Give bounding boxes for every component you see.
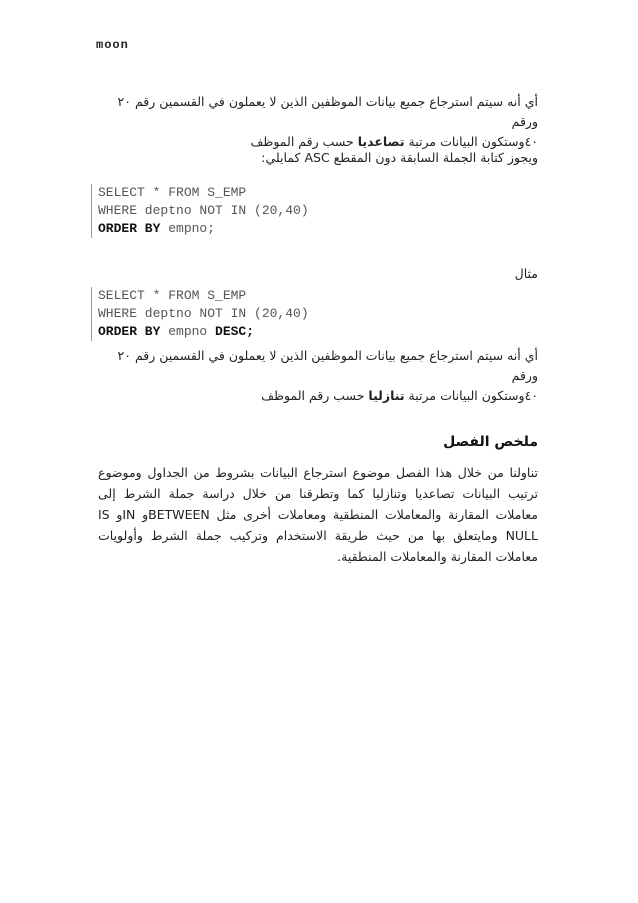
- code-line: [98, 220, 558, 238]
- code-block-desc: [91, 287, 558, 341]
- note-asc-optional: ويجوز كتابة الجملة السابقة دون المقطع ASC كمايلي:: [261, 150, 538, 165]
- code-fragment: empno;: [160, 221, 216, 236]
- paragraph-line: أي أنه سيتم استرجاع جميع بيانات الموظفين الذين لا يعملون في القسمين رقم ٢٠ ورقم: [117, 348, 538, 383]
- sql-keyword: ORDER BY: [98, 324, 161, 339]
- logo: moon: [96, 38, 129, 52]
- paragraph-asc-explanation: [100, 92, 538, 152]
- code-line: SELECT * FROM S_EMP: [98, 185, 247, 200]
- paragraph-line: أي أنه سيتم استرجاع جميع بيانات الموظفين الذين لا يعملون في القسمين رقم ٢٠ ورقم: [117, 94, 538, 129]
- example-label: مثال: [514, 266, 538, 281]
- code-line: SELECT * FROM S_EMP: [98, 288, 247, 303]
- code-line: WHERE deptno NOT IN (20,40): [98, 203, 309, 218]
- code-fragment: empno: [160, 324, 216, 339]
- section-heading: ملخص الفصل: [443, 434, 538, 450]
- emphasis-descending: تنازليا: [368, 388, 405, 403]
- sql-keyword: ORDER BY: [98, 221, 161, 236]
- text-fragment: ٤٠وستكون البيانات مرتبة: [404, 134, 538, 149]
- text-fragment: حسب رقم الموظف: [261, 388, 369, 403]
- code-block-asc: [91, 184, 558, 238]
- emphasis-ascending: تصاعديا: [357, 134, 405, 149]
- text-fragment: ٤٠وستكون البيانات مرتبة: [404, 388, 538, 403]
- paragraph-desc-explanation: [100, 346, 538, 406]
- text-fragment: حسب رقم الموظف: [250, 134, 358, 149]
- paragraph-line: [100, 386, 538, 406]
- chapter-summary: تناولنا من خلال هذا الفصل موضوع استرجاع البيانات بشروط من الجداول وموضوع ترتيب البيانات تصاعديا وتنازليا كما وتطرقنا من خلال دراسة جملة الشرط إلى معاملات المقارنة والمعاملات المنطقية ومعاملات أخرى مثل BETWEENو INو IS NULL ومايتعلق بها من حيث طريقة الاستخدام وتركيب جملة الشرط وأولويات معاملات المقارنة والمعاملات المنطقية.: [98, 465, 538, 564]
- code-line: WHERE deptno NOT IN (20,40): [98, 306, 309, 321]
- code-line: [98, 323, 558, 341]
- sql-keyword: DESC;: [215, 324, 255, 339]
